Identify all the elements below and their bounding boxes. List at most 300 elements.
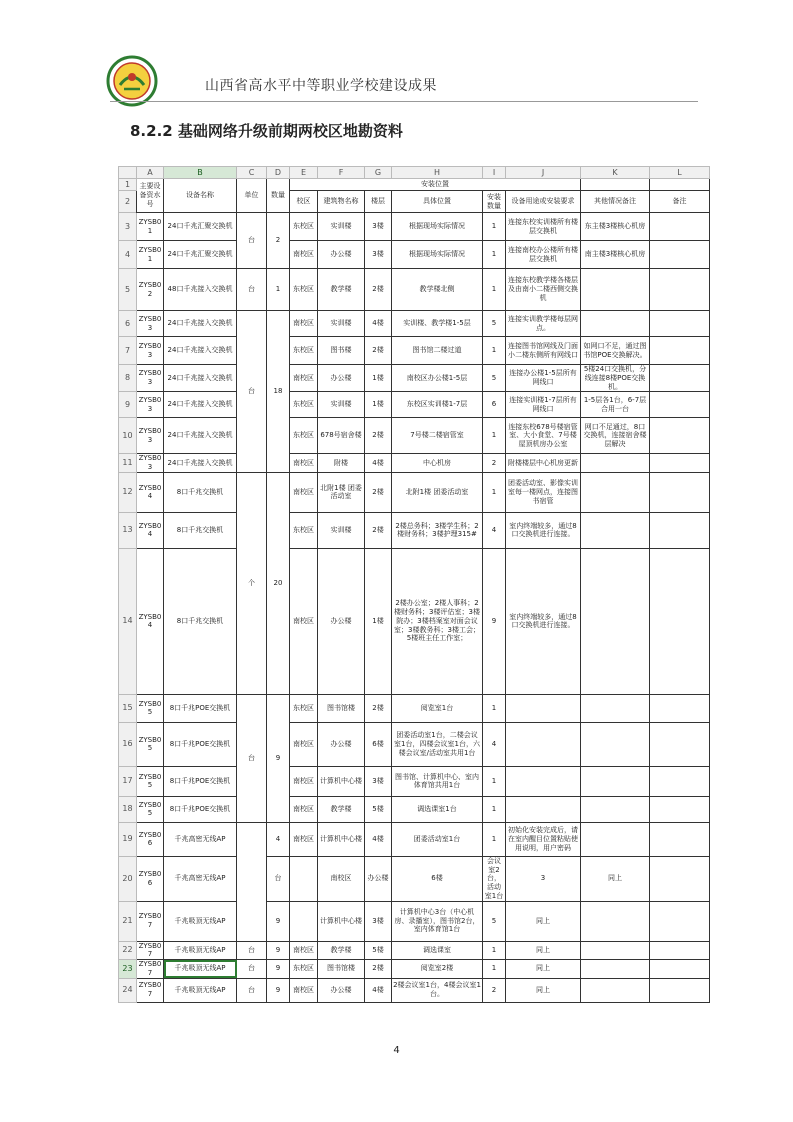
cell[interactable]: 楼层 [365, 191, 392, 213]
cell[interactable]: 南校区 [290, 472, 318, 512]
cell[interactable] [650, 822, 710, 856]
cell[interactable]: 团委活动室1台 [392, 822, 483, 856]
cell[interactable] [581, 978, 650, 1002]
selected-cell[interactable]: 千兆吸顶无线AP [164, 960, 237, 979]
table-row [119, 418, 710, 454]
cell[interactable]: 中心机房 [392, 454, 483, 473]
cell[interactable]: 同上 [506, 978, 581, 1002]
cell[interactable]: 计算机中心楼 [318, 901, 365, 941]
cell[interactable]: 千兆高密无线AP [164, 822, 237, 856]
cell[interactable]: 9 [267, 901, 290, 941]
cell[interactable]: 7号楼二楼宿管室 [392, 418, 483, 454]
cell[interactable]: ZYSB07 [137, 901, 164, 941]
cell[interactable]: 24口千兆汇聚交换机 [164, 241, 237, 269]
cell[interactable]: 如网口不足，通过图书馆POE交换解决。 [581, 337, 650, 365]
cell[interactable]: 会议室2台，活动室1台 [483, 856, 506, 901]
cell[interactable]: 办公楼 [318, 722, 365, 766]
cell[interactable]: 图书馆楼 [318, 694, 365, 722]
cell[interactable]: 南校区 [290, 822, 318, 856]
cell[interactable]: 北附1楼 团委活动室 [318, 472, 365, 512]
cell[interactable]: 教学楼 [318, 941, 365, 960]
cell[interactable]: 3楼 [365, 766, 392, 796]
cell[interactable]: 东校区实训楼1-7层 [392, 392, 483, 418]
cell[interactable]: 3楼 [365, 901, 392, 941]
cell[interactable]: 3 [506, 856, 581, 901]
cell[interactable]: 办公楼 [365, 856, 392, 901]
row-number[interactable]: 16 [119, 722, 137, 766]
cell[interactable]: 4 [483, 512, 506, 548]
cell[interactable]: 1 [483, 213, 506, 241]
cell[interactable] [581, 941, 650, 960]
cell[interactable]: 南校区 [290, 454, 318, 473]
cell[interactable]: 台 [237, 269, 267, 311]
cell[interactable]: 南校区 [290, 722, 318, 766]
column-header[interactable]: J [506, 167, 581, 179]
corner-cell[interactable] [119, 167, 137, 179]
cell[interactable]: 9 [267, 941, 290, 960]
cell[interactable]: 教学楼北侧 [392, 269, 483, 311]
cell[interactable] [650, 941, 710, 960]
cell[interactable]: 北附1楼 团委活动室 [392, 472, 483, 512]
cell[interactable]: 阅览室1台 [392, 694, 483, 722]
row-number[interactable]: 4 [119, 241, 137, 269]
column-header[interactable]: D [267, 167, 290, 179]
cell[interactable] [650, 694, 710, 722]
cell[interactable]: ZYSB04 [137, 472, 164, 512]
cell[interactable]: 48口千兆接入交换机 [164, 269, 237, 311]
cell[interactable]: ZYSB04 [137, 548, 164, 694]
cell[interactable] [581, 472, 650, 512]
column-header[interactable]: L [650, 167, 710, 179]
row-number[interactable]: 5 [119, 269, 137, 311]
cell[interactable]: 东校区 [290, 269, 318, 311]
cell[interactable]: ZYSB07 [137, 978, 164, 1002]
cell[interactable]: ZYSB06 [137, 856, 164, 901]
cell[interactable]: 1 [483, 694, 506, 722]
cell[interactable]: 台 [237, 978, 267, 1002]
cell[interactable] [650, 241, 710, 269]
cell[interactable]: 4楼 [365, 822, 392, 856]
cell[interactable]: 1楼 [365, 365, 392, 392]
cell[interactable]: 8口千兆POE交换机 [164, 796, 237, 822]
cell[interactable]: 台 [237, 213, 267, 269]
cell[interactable]: 1 [483, 960, 506, 979]
cell[interactable]: 具体位置 [392, 191, 483, 213]
cell[interactable]: 图书馆、计算机中心、室内体育馆共用1台 [392, 766, 483, 796]
cell[interactable]: 南校区 [290, 796, 318, 822]
cell[interactable]: ZYSB02 [137, 269, 164, 311]
cell[interactable] [650, 960, 710, 979]
cell[interactable]: 连接南校办公楼所有楼层交换机 [506, 241, 581, 269]
row-number[interactable]: 15 [119, 694, 137, 722]
cell[interactable]: 计算机中心楼 [318, 766, 365, 796]
cell[interactable]: 台 [267, 856, 290, 901]
row-number[interactable]: 20 [119, 856, 137, 901]
cell[interactable] [581, 722, 650, 766]
cell[interactable]: 初始化安装完成后，请在室内醒目位置粘贴使用说明，用户密码 [506, 822, 581, 856]
cell[interactable]: 连接东校实训楼所有楼层交换机 [506, 213, 581, 241]
cell[interactable] [506, 796, 581, 822]
cell[interactable]: 2 [267, 213, 290, 269]
cell[interactable]: 20 [267, 472, 290, 694]
cell[interactable]: 同上 [506, 960, 581, 979]
cell[interactable]: 6楼 [392, 856, 483, 901]
cell[interactable]: ZYSB04 [137, 512, 164, 548]
row-number[interactable]: 12 [119, 472, 137, 512]
column-header[interactable]: I [483, 167, 506, 179]
cell[interactable]: 2楼 [365, 269, 392, 311]
cell[interactable]: 2楼办公室；2楼人事科；2楼财务科；3楼评估室；3楼院办；3楼档案室对面会议室；3楼教务科；3楼工会；5楼班主任工作室； [392, 548, 483, 694]
cell[interactable]: 5 [483, 365, 506, 392]
cell[interactable]: 5楼24口交换机，分线连接8楼POE交换机。 [581, 365, 650, 392]
row-number[interactable]: 21 [119, 901, 137, 941]
cell[interactable]: 1-5层各1台，6-7层合用一台 [581, 392, 650, 418]
cell[interactable] [581, 454, 650, 473]
cell[interactable]: 南校区 [290, 941, 318, 960]
cell[interactable]: 根据现场实际情况 [392, 213, 483, 241]
cell[interactable]: 24口千兆接入交换机 [164, 311, 237, 337]
cell[interactable]: 1楼 [365, 392, 392, 418]
cell[interactable] [506, 722, 581, 766]
cell[interactable]: 9 [267, 978, 290, 1002]
cell[interactable]: 1 [267, 269, 290, 311]
cell[interactable]: 千兆高密无线AP [164, 856, 237, 901]
row-number[interactable]: 6 [119, 311, 137, 337]
cell[interactable] [581, 822, 650, 856]
cell[interactable] [650, 337, 710, 365]
cell[interactable]: 实训楼 [318, 392, 365, 418]
cell[interactable]: 1楼 [365, 548, 392, 694]
cell[interactable]: 团委活动室、影像实训室每一楼网点，连接图书宿管 [506, 472, 581, 512]
cell[interactable]: 千兆吸顶无线AP [164, 978, 237, 1002]
cell[interactable] [650, 796, 710, 822]
cell[interactable]: 南校区 [290, 311, 318, 337]
cell[interactable]: 1 [483, 941, 506, 960]
column-header[interactable]: F [318, 167, 365, 179]
cell[interactable] [650, 213, 710, 241]
row-number[interactable]: 8 [119, 365, 137, 392]
cell[interactable]: 实训楼 [318, 213, 365, 241]
cell[interactable]: ZYSB03 [137, 418, 164, 454]
cell[interactable]: 连接东校教学楼各楼层及由南小二楼西侧交换机 [506, 269, 581, 311]
table-row [119, 179, 710, 191]
cell[interactable]: 台 [237, 960, 267, 979]
cell[interactable]: 8口千兆POE交换机 [164, 766, 237, 796]
cell[interactable]: 4楼 [365, 454, 392, 473]
cell[interactable]: 2楼总务科；3楼学生科；2楼财务科；3楼护理315# [392, 512, 483, 548]
cell[interactable]: 数量 [267, 179, 290, 213]
cell[interactable]: 24口千兆汇聚交换机 [164, 213, 237, 241]
cell[interactable]: 9 [267, 694, 290, 822]
cell[interactable]: 图书馆二楼过道 [392, 337, 483, 365]
cell[interactable] [650, 365, 710, 392]
cell[interactable]: 室内终端较多，通过8口交换机进行连接。 [506, 548, 581, 694]
cell[interactable]: ZYSB03 [137, 311, 164, 337]
cell[interactable] [650, 856, 710, 901]
column-header[interactable]: H [392, 167, 483, 179]
cell[interactable]: 8口千兆POE交换机 [164, 722, 237, 766]
row-number[interactable]: 9 [119, 392, 137, 418]
cell[interactable]: 附楼楼层中心机房更新 [506, 454, 581, 473]
row-number[interactable]: 24 [119, 978, 137, 1002]
table-row [119, 694, 710, 722]
column-header[interactable]: G [365, 167, 392, 179]
cell[interactable]: 东校区 [290, 392, 318, 418]
cell[interactable]: ZYSB06 [137, 822, 164, 856]
cell[interactable]: 4 [483, 722, 506, 766]
cell[interactable]: ZYSB03 [137, 337, 164, 365]
cell[interactable]: 2 [483, 454, 506, 473]
cell[interactable] [650, 269, 710, 311]
cell[interactable]: 4 [267, 822, 290, 856]
column-header[interactable]: A [137, 167, 164, 179]
cell[interactable]: 办公楼 [318, 978, 365, 1002]
cell[interactable] [650, 392, 710, 418]
cell[interactable] [581, 694, 650, 722]
cell[interactable]: 办公楼 [318, 365, 365, 392]
section-title: 8.2.2 基础网络升级前期两校区地勘资料 [130, 122, 403, 140]
row-number[interactable]: 1 [119, 179, 137, 191]
cell[interactable] [650, 722, 710, 766]
cell[interactable]: 教学楼 [318, 269, 365, 311]
cell[interactable]: 台 [237, 694, 267, 822]
cell[interactable]: 台 [237, 941, 267, 960]
cell[interactable]: 1 [483, 337, 506, 365]
cell[interactable]: ZYSB05 [137, 694, 164, 722]
cell[interactable]: 24口千兆接入交换机 [164, 454, 237, 473]
row-number[interactable]: 14 [119, 548, 137, 694]
header-rule [110, 101, 698, 102]
cell[interactable] [650, 548, 710, 694]
cell[interactable]: 备注 [650, 191, 710, 213]
cell[interactable]: 安装数量 [483, 191, 506, 213]
cell[interactable]: 南校区办公楼1-5层 [392, 365, 483, 392]
cell[interactable]: 东校区 [290, 418, 318, 454]
row-number[interactable]: 7 [119, 337, 137, 365]
cell[interactable]: 18 [267, 311, 290, 473]
cell[interactable]: 根据现场实际情况 [392, 241, 483, 269]
cell[interactable]: 1 [483, 472, 506, 512]
cell[interactable]: 南校区 [290, 766, 318, 796]
cell[interactable]: 5 [483, 311, 506, 337]
cell[interactable]: 阅览室2楼 [392, 960, 483, 979]
cell[interactable]: ZYSB03 [137, 365, 164, 392]
cell[interactable]: 9 [267, 960, 290, 979]
cell[interactable]: 678号宿舍楼 [318, 418, 365, 454]
cell[interactable] [650, 311, 710, 337]
column-header[interactable]: C [237, 167, 267, 179]
cell[interactable] [650, 472, 710, 512]
cell[interactable] [581, 796, 650, 822]
cell[interactable]: 2楼 [365, 472, 392, 512]
cell[interactable]: 24口千兆接入交换机 [164, 337, 237, 365]
cell[interactable] [237, 822, 267, 941]
cell[interactable]: ZYSB03 [137, 392, 164, 418]
cell[interactable]: 千兆吸顶无线AP [164, 901, 237, 941]
cell[interactable]: ZYSB07 [137, 941, 164, 960]
cell[interactable]: 东校区 [290, 213, 318, 241]
cell[interactable]: 办公楼 [318, 548, 365, 694]
cell[interactable]: 24口千兆接入交换机 [164, 365, 237, 392]
cell[interactable] [581, 311, 650, 337]
cell[interactable] [581, 901, 650, 941]
cell[interactable]: 4楼 [365, 978, 392, 1002]
cell[interactable]: 连接东校678号楼宿管室、大小食堂、7号楼屋顶机房办公室 [506, 418, 581, 454]
cell[interactable]: 1 [483, 418, 506, 454]
table-row [119, 241, 710, 269]
row-number[interactable]: 19 [119, 822, 137, 856]
cell[interactable]: 设备用途或安装要求 [506, 191, 581, 213]
cell[interactable]: 1 [483, 269, 506, 311]
cell[interactable]: 计算机中心3台（中心机房、录播室），图书馆2台，室内体育馆1台 [392, 901, 483, 941]
column-header[interactable]: E [290, 167, 318, 179]
cell[interactable]: 南校区 [318, 856, 365, 901]
cell[interactable]: 东主楼3楼核心机房 [581, 213, 650, 241]
cell[interactable] [581, 960, 650, 979]
table-row [119, 856, 710, 901]
cell[interactable]: 8口千兆POE交换机 [164, 694, 237, 722]
cell[interactable]: 1 [483, 796, 506, 822]
cell[interactable]: 1 [483, 241, 506, 269]
column-header[interactable]: K [581, 167, 650, 179]
cell[interactable]: 安装位置 [290, 179, 581, 191]
cell[interactable] [581, 179, 650, 191]
cell[interactable]: 单位 [237, 179, 267, 213]
cell[interactable]: 设备名称 [164, 179, 237, 213]
cell[interactable]: 6楼 [365, 722, 392, 766]
cell[interactable]: 图书馆楼 [318, 960, 365, 979]
cell[interactable]: 东校区 [290, 960, 318, 979]
row-number[interactable]: 11 [119, 454, 137, 473]
cell[interactable]: 4楼 [365, 311, 392, 337]
cell[interactable]: 计算机中心楼 [318, 822, 365, 856]
cell[interactable]: 附楼 [318, 454, 365, 473]
cell[interactable]: ZYSB07 [137, 960, 164, 979]
cell[interactable]: 24口千兆接入交换机 [164, 418, 237, 454]
cell[interactable]: 6 [483, 392, 506, 418]
cell[interactable] [650, 418, 710, 454]
cell[interactable] [290, 901, 318, 941]
cell[interactable] [650, 901, 710, 941]
cell[interactable]: 1 [483, 822, 506, 856]
cell[interactable]: 8口千兆交换机 [164, 472, 237, 512]
cell[interactable]: 主要设备资水号 [137, 179, 164, 213]
cell[interactable]: 教学楼 [318, 796, 365, 822]
cell[interactable]: 2楼 [365, 960, 392, 979]
cell[interactable] [650, 978, 710, 1002]
cell[interactable]: 室内终端较多，通过8口交换机进行连接。 [506, 512, 581, 548]
cell[interactable]: 5 [483, 901, 506, 941]
cell[interactable]: 其他情况备注 [581, 191, 650, 213]
cell[interactable] [506, 766, 581, 796]
cell[interactable]: 24口千兆接入交换机 [164, 392, 237, 418]
cell[interactable]: 3楼 [365, 241, 392, 269]
cell[interactable]: 5楼 [365, 941, 392, 960]
row-number[interactable]: 22 [119, 941, 137, 960]
cell[interactable]: 建筑物名称 [318, 191, 365, 213]
cell[interactable]: 图书楼 [318, 337, 365, 365]
cell[interactable]: 8口千兆交换机 [164, 512, 237, 548]
cell[interactable] [506, 694, 581, 722]
cell[interactable] [581, 766, 650, 796]
cell[interactable]: 实训楼、教学楼1-5层 [392, 311, 483, 337]
cell[interactable]: 连接图书馆网线及门面小二楼东侧所有网线口 [506, 337, 581, 365]
cell[interactable]: 东校区 [290, 337, 318, 365]
cell[interactable]: 东校区 [290, 694, 318, 722]
cell[interactable]: 8口千兆交换机 [164, 548, 237, 694]
cell[interactable]: 网口不足通过，8口交换机，连接宿舍楼层解决 [581, 418, 650, 454]
row-number[interactable]: 23 [119, 960, 137, 979]
row-number[interactable]: 13 [119, 512, 137, 548]
cell[interactable]: 2楼 [365, 418, 392, 454]
cell[interactable] [290, 856, 318, 901]
cell[interactable]: ZYSB01 [137, 213, 164, 241]
cell[interactable]: ZYSB03 [137, 454, 164, 473]
cell[interactable]: 调选课室1台 [392, 796, 483, 822]
cell[interactable]: 2楼 [365, 694, 392, 722]
cell[interactable]: 连接办公楼1-5层所有网线口 [506, 365, 581, 392]
row-number[interactable]: 3 [119, 213, 137, 241]
cell[interactable]: 实训楼 [318, 311, 365, 337]
row-number[interactable]: 17 [119, 766, 137, 796]
row-number[interactable]: 10 [119, 418, 137, 454]
row-number[interactable]: 2 [119, 191, 137, 213]
cell[interactable]: 2 [483, 978, 506, 1002]
cell[interactable]: 南校区 [290, 548, 318, 694]
cell[interactable]: 1 [483, 766, 506, 796]
cell[interactable]: 东校区 [290, 512, 318, 548]
cell[interactable] [650, 766, 710, 796]
table-row [119, 796, 710, 822]
cell[interactable] [581, 512, 650, 548]
cell[interactable]: 调选课室 [392, 941, 483, 960]
cell[interactable]: ZYSB05 [137, 722, 164, 766]
cell[interactable]: 连接实训教学楼每层网点。 [506, 311, 581, 337]
column-header[interactable]: B [164, 167, 237, 179]
cell[interactable]: 实训楼 [318, 512, 365, 548]
cell[interactable]: 2楼 [365, 512, 392, 548]
cell[interactable]: 南校区 [290, 365, 318, 392]
cell[interactable]: ZYSB05 [137, 796, 164, 822]
row-number[interactable]: 18 [119, 796, 137, 822]
cell[interactable]: 2楼 [365, 337, 392, 365]
cell[interactable]: 南校区 [290, 978, 318, 1002]
cell[interactable]: 千兆吸顶无线AP [164, 941, 237, 960]
cell[interactable]: 连接实训楼1-7层所有网线口 [506, 392, 581, 418]
cell[interactable]: 校区 [290, 191, 318, 213]
cell[interactable]: 南校区 [290, 241, 318, 269]
cell[interactable] [581, 269, 650, 311]
cell[interactable]: 5楼 [365, 796, 392, 822]
cell[interactable]: 同上 [506, 941, 581, 960]
cell[interactable]: 南主楼3楼核心机房 [581, 241, 650, 269]
cell[interactable]: 团委活动室1台，二楼会议室1台，四楼会议室1台，六楼会议室/活动室共用1台 [392, 722, 483, 766]
cell[interactable]: 同上 [581, 856, 650, 901]
cell[interactable]: 办公楼 [318, 241, 365, 269]
cell[interactable]: 3楼 [365, 213, 392, 241]
cell[interactable]: 2楼会议室1台，4楼会议室1台。 [392, 978, 483, 1002]
cell[interactable] [650, 512, 710, 548]
cell[interactable] [650, 179, 710, 191]
cell[interactable]: ZYSB05 [137, 766, 164, 796]
cell[interactable]: 个 [237, 472, 267, 694]
cell[interactable]: ZYSB01 [137, 241, 164, 269]
cell[interactable]: 同上 [506, 901, 581, 941]
cell[interactable]: 9 [483, 548, 506, 694]
cell[interactable] [581, 548, 650, 694]
cell[interactable] [650, 454, 710, 473]
cell[interactable]: 台 [237, 311, 267, 473]
